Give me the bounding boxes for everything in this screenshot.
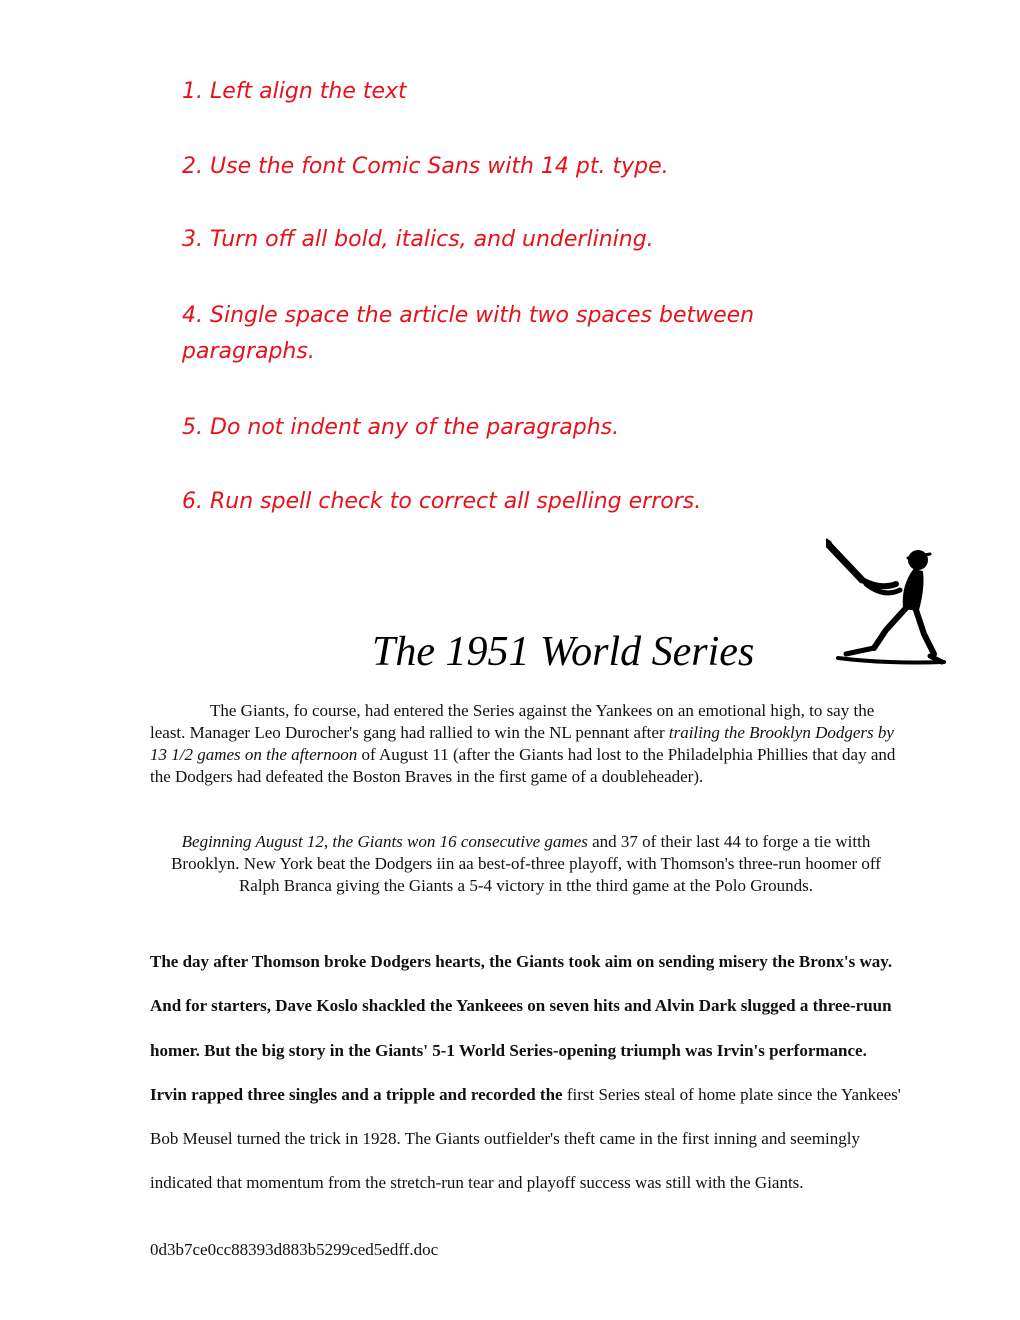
instruction-4: 4. Single space the article with two spaces between paragraphs.: [182, 303, 755, 364]
baseball-batter-icon: [826, 538, 946, 666]
instruction-3: 3. Turn off all bold, italics, and underlining.: [182, 227, 654, 252]
paragraph-3: The day after Thomson broke Dodgers hearts, the Giants took aim on sending misery the Bronx's way. And for starters, Dave Koslo shackled the Yankeees on seven hits and Alvin Dark slugged a three-ruun homer. But the big story in the Giants' 5-1 World Series-opening triumph was Irvin's performance. Irvin rapped three singles and a tripple and recorded the first Series steal of home plate since the Yankees' Bob Meusel turned the trick in 1928. The Giants outfielder's theft came in the first inning and seemingly indicated that momentum from the stretch-run tear and playoff success was still with the Giants.: [150, 952, 901, 1193]
paragraph-1: The Giants, fo course, had entered the Series against the Yankees on an emotional high, to say the least. Manager Leo Durocher's gang had rallied to win the NL pennant after trailing the Brooklyn Dodgers by 13 1/2 games on the afternoon of August 11 (after the Giants had lost to the Philadelphia Phillies that day and the Dodgers had defeated the Boston Braves in the first game of a doubleheader).: [150, 701, 896, 786]
instruction-5: 5. Do not indent any of the paragraphs.: [182, 415, 620, 440]
article-title: The 1951 World Series: [372, 629, 755, 675]
document-filename: 0d3b7ce0cc88393d883b5299ced5edff.doc: [150, 1240, 439, 1259]
instruction-6: 6. Run spell check to correct all spelling errors.: [182, 489, 702, 514]
instruction-1: 1. Left align the text: [182, 79, 407, 104]
instruction-2: 2. Use the font Comic Sans with 14 pt. type.: [182, 154, 669, 179]
paragraph-2: Beginning August 12, the Giants won 16 consecutive games and 37 of their last 44 to forge a tie witth Brooklyn. New York beat the Dodgers iin aa best-of-three playoff, with Thomson's three-run hoomer off Ralph Branca giving the Giants a 5-4 victory in tthe third game at the Polo Grounds.: [171, 832, 881, 895]
